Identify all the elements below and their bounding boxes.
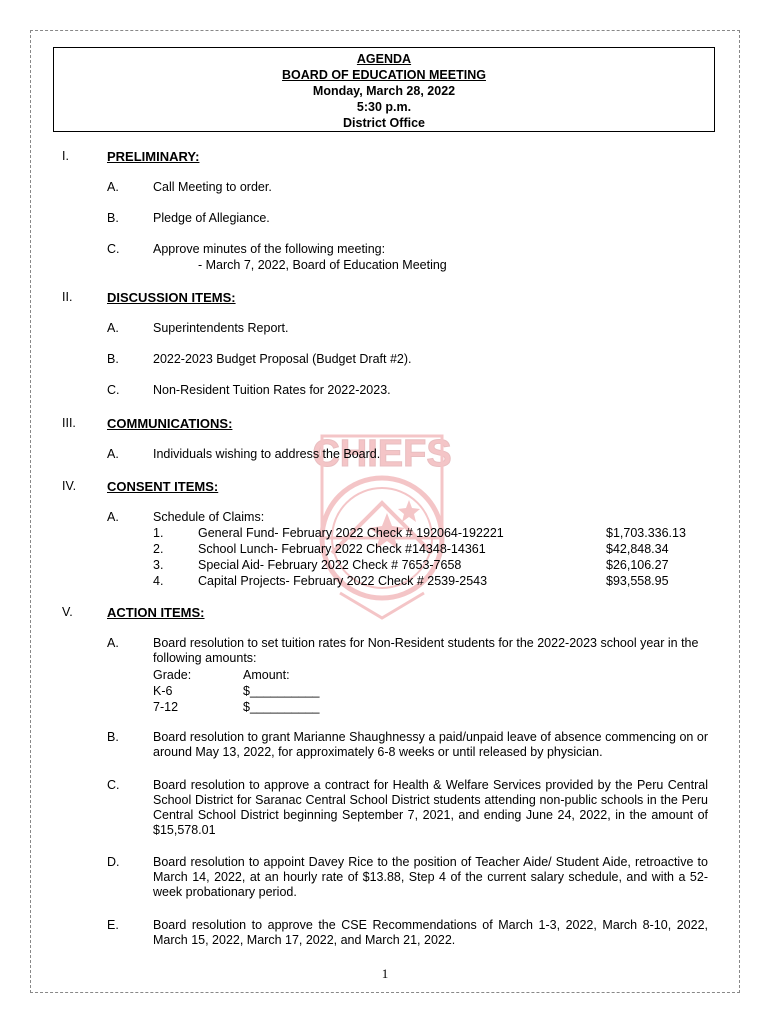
header-meeting-title: BOARD OF EDUCATION MEETING — [282, 68, 486, 82]
item-2a-letter: A. — [107, 321, 119, 335]
item-5b-letter: B. — [107, 730, 119, 744]
item-5d-text: Board resolution to appoint Davey Rice to the position of Teacher Aide/ Student Aide, retroactive to March 14, 2022, at an hourly rate of $13.88, Step 4 of the current salary schedule, and with a 52-week probationary period. — [153, 855, 708, 899]
item-2c-letter: C. — [107, 383, 120, 397]
item-5e-text: Board resolution to approve the CSE Recommendations of March 1-3, 2022, March 8-10, 2022, March 15, 2022, March 17, 2022, and March 21, 2022. — [153, 918, 708, 947]
section-1-number: I. — [62, 149, 69, 163]
header-agenda: AGENDA — [356, 52, 412, 66]
item-3a-letter: A. — [107, 447, 119, 461]
item-5d-letter: D. — [107, 855, 120, 869]
item-4a-letter: A. — [107, 510, 119, 524]
watermark-text: CHIEFS — [312, 433, 452, 475]
claim-description: General Fund- February 2022 Check # 192064-192221 — [198, 526, 504, 540]
amount-label: Amount: — [243, 668, 290, 682]
claim-amount: $93,558.95 — [606, 574, 669, 588]
item-1b-letter: B. — [107, 211, 119, 225]
header-location: District Office — [343, 116, 425, 130]
item-1a-letter: A. — [107, 180, 119, 194]
item-2a-text: Superintendents Report. — [153, 321, 289, 335]
item-1a-text: Call Meeting to order. — [153, 180, 272, 194]
claim-amount: $1,703.336.13 — [606, 526, 686, 540]
section-5-title: ACTION ITEMS: — [107, 605, 205, 620]
item-5c-text: Board resolution to approve a contract for Health & Welfare Services provided by the Peru Central School District for Saranac Central School District students attending non-public schools in the Peru Central School District beginning September 7, 2021, and ending June 24, 2022, in the amount of $15,578.01 — [153, 778, 708, 837]
item-2c-text: Non-Resident Tuition Rates for 2022-2023. — [153, 383, 391, 397]
item-5b-text: Board resolution to grant Marianne Shaughnessy a paid/unpaid leave of absence commencing on or around May 13, 2022, for approximately 6-8 weeks or until released by physician. — [153, 730, 708, 759]
claim-description: School Lunch- February 2022 Check #14348-14361 — [198, 542, 486, 556]
section-2-number: II. — [62, 290, 73, 304]
claim-number: 1. — [153, 526, 164, 540]
claim-amount: $26,106.27 — [606, 558, 669, 572]
item-2b-letter: B. — [107, 352, 119, 366]
item-1b-text: Pledge of Allegiance. — [153, 211, 270, 225]
item-5a-text: Board resolution to set tuition rates for Non-Resident students for the 2022-2023 school year in the following amounts: — [153, 636, 699, 665]
item-5c-letter: C. — [107, 778, 120, 792]
tuition-grade: K-6 — [153, 684, 173, 698]
item-4a-text: Schedule of Claims: — [153, 510, 265, 524]
item-2b-text: 2022-2023 Budget Proposal (Budget Draft #2). — [153, 352, 412, 366]
tuition-grade: 7-12 — [153, 700, 179, 714]
header-time: 5:30 p.m. — [356, 100, 412, 114]
claim-number: 2. — [153, 542, 164, 556]
grade-label: Grade: — [153, 668, 192, 682]
item-3a-text: Individuals wishing to address the Board. — [153, 447, 381, 461]
claim-amount: $42,848.34 — [606, 542, 669, 556]
claim-number: 4. — [153, 574, 164, 588]
section-1-title: PRELIMINARY: — [107, 149, 200, 164]
section-3-title: COMMUNICATIONS: — [107, 416, 233, 431]
item-1c-letter: C. — [107, 242, 120, 256]
header-date: Monday, March 28, 2022 — [312, 84, 456, 98]
claim-description: Special Aid- February 2022 Check # 7653-7658 — [198, 558, 462, 572]
item-5e-letter: E. — [107, 918, 119, 932]
item-1c-subtext: - March 7, 2022, Board of Education Meeting — [198, 258, 447, 272]
section-4-number: IV. — [62, 479, 77, 493]
section-3-number: III. — [62, 416, 76, 430]
claim-number: 3. — [153, 558, 164, 572]
item-5a-letter: A. — [107, 636, 119, 650]
claim-description: Capital Projects- February 2022 Check # 2539-2543 — [198, 574, 488, 588]
tuition-amount: $__________ — [243, 684, 320, 698]
item-1c-text: Approve minutes of the following meeting: — [153, 242, 386, 256]
section-4-title: CONSENT ITEMS: — [107, 479, 219, 494]
section-5-number: V. — [62, 605, 73, 619]
tuition-amount: $__________ — [243, 700, 320, 714]
section-2-title: DISCUSSION ITEMS: — [107, 290, 236, 305]
agenda-header — [53, 47, 715, 132]
page-number: 1 — [381, 966, 389, 981]
